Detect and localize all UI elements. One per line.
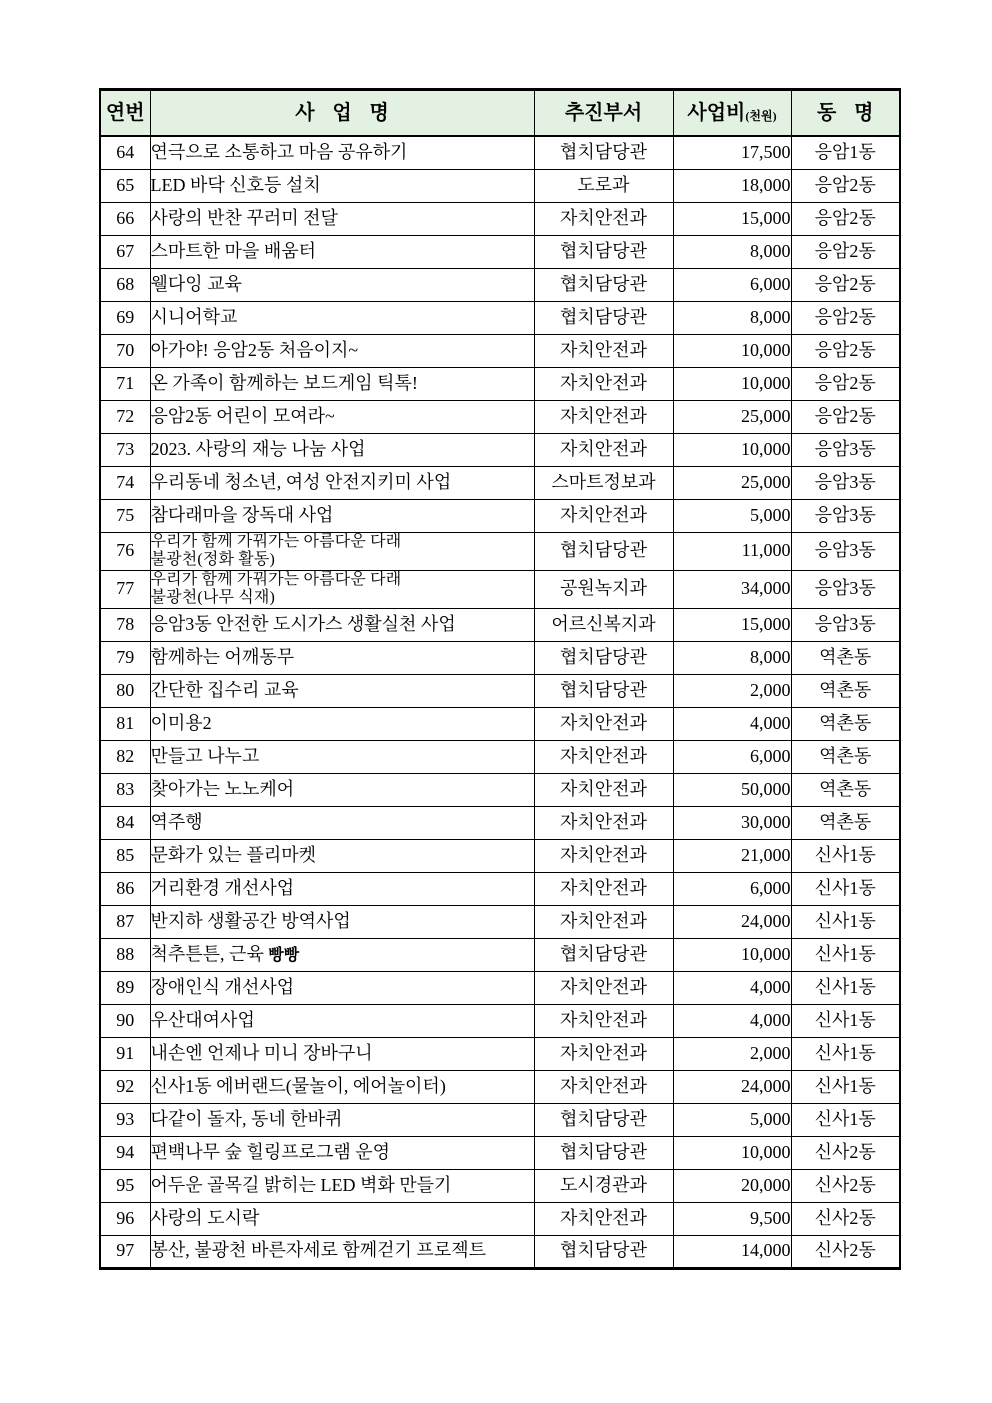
cell-department: 자치안전과	[534, 1202, 673, 1235]
cell-budget-amount: 5,000	[673, 1103, 791, 1136]
cell-budget-amount: 8,000	[673, 301, 791, 334]
cell-budget-amount: 50,000	[673, 773, 791, 806]
cell-project-name-line2: 불광천(정화 활동)	[150, 551, 275, 568]
column-header-budget	[673, 90, 791, 137]
table-row	[100, 641, 900, 674]
cell-project-name: 반지하 생활공간 방역사업	[150, 905, 534, 938]
cell-project-name: 거리환경 개선사업	[150, 872, 534, 905]
cell-department: 협치담당관	[534, 235, 673, 268]
cell-dong: 역촌동	[791, 806, 900, 839]
cell-seq: 72	[100, 400, 150, 433]
cell-budget-amount: 25,000	[673, 466, 791, 499]
cell-department: 자치안전과	[534, 707, 673, 740]
table-row	[100, 169, 900, 202]
cell-project-name: 만들고 나누고	[150, 740, 534, 773]
cell-dong: 신사1동	[791, 1103, 900, 1136]
cell-department: 협치담당관	[534, 674, 673, 707]
cell-seq: 94	[100, 1136, 150, 1169]
table-row	[100, 301, 900, 334]
cell-seq: 97	[100, 1235, 150, 1268]
cell-department: 협치담당관	[534, 268, 673, 301]
cell-department: 자치안전과	[534, 740, 673, 773]
cell-project-name: 편백나무 숲 힐링프로그램 운영	[150, 1136, 534, 1169]
cell-project-name-prefix: 척추튼튼, 근육	[150, 943, 269, 964]
cell-project-name: 응암3동 안전한 도시가스 생활실천 사업	[150, 608, 534, 641]
cell-seq: 79	[100, 641, 150, 674]
cell-department: 자치안전과	[534, 839, 673, 872]
cell-seq: 91	[100, 1037, 150, 1070]
table-row	[100, 872, 900, 905]
column-header-dong-label: 동 명	[817, 102, 880, 124]
cell-budget-amount: 25,000	[673, 400, 791, 433]
cell-dong: 신사1동	[791, 872, 900, 905]
cell-project-name: 문화가 있는 플리마켓	[150, 839, 534, 872]
cell-dong: 신사2동	[791, 1169, 900, 1202]
cell-budget-amount: 6,000	[673, 740, 791, 773]
cell-dong: 응암2동	[791, 400, 900, 433]
cell-dong: 신사2동	[791, 1235, 900, 1268]
cell-department: 공원녹지과	[534, 570, 673, 608]
cell-dong: 역촌동	[791, 740, 900, 773]
column-header-budget-unit: (천원)	[745, 109, 777, 123]
cell-project-name: 2023. 사랑의 재능 나눔 사업	[150, 433, 534, 466]
cell-budget-amount: 10,000	[673, 1136, 791, 1169]
cell-budget-amount: 5,000	[673, 499, 791, 532]
cell-dong: 신사1동	[791, 839, 900, 872]
cell-department: 협치담당관	[534, 641, 673, 674]
table-row	[100, 938, 900, 971]
table-row	[100, 499, 900, 532]
cell-seq: 88	[100, 938, 150, 971]
cell-project-name-line1: 우리가 함께 가꿔가는 아름다운 다래	[150, 533, 402, 551]
cell-budget-amount: 10,000	[673, 367, 791, 400]
cell-dong: 응암2동	[791, 202, 900, 235]
cell-seq: 84	[100, 806, 150, 839]
cell-budget-amount: 10,000	[673, 938, 791, 971]
table-row	[100, 740, 900, 773]
cell-dong: 신사1동	[791, 971, 900, 1004]
cell-project-name: 아가야! 응암2동 처음이지~	[150, 334, 534, 367]
table-header-row	[100, 90, 900, 137]
column-header-budget-label: 사업비	[687, 102, 746, 124]
cell-department: 자치안전과	[534, 806, 673, 839]
cell-department: 자치안전과	[534, 1004, 673, 1037]
cell-department: 협치담당관	[534, 532, 673, 570]
cell-seq: 74	[100, 466, 150, 499]
cell-dong: 응암2동	[791, 235, 900, 268]
cell-seq: 69	[100, 301, 150, 334]
cell-department: 자치안전과	[534, 1070, 673, 1103]
cell-project-name: 우리동네 청소년, 여성 안전지키미 사업	[150, 466, 534, 499]
cell-department: 협치담당관	[534, 1136, 673, 1169]
cell-department: 협치담당관	[534, 136, 673, 169]
cell-project-name: 스마트한 마을 배움터	[150, 235, 534, 268]
cell-seq: 68	[100, 268, 150, 301]
cell-seq: 96	[100, 1202, 150, 1235]
table-row	[100, 1136, 900, 1169]
cell-department: 자치안전과	[534, 1037, 673, 1070]
cell-dong: 신사1동	[791, 1070, 900, 1103]
cell-budget-amount: 10,000	[673, 334, 791, 367]
cell-dong: 응암2동	[791, 268, 900, 301]
table-row	[100, 707, 900, 740]
cell-project-name: 사랑의 반찬 꾸러미 전달	[150, 202, 534, 235]
cell-seq: 86	[100, 872, 150, 905]
cell-department: 협치담당관	[534, 301, 673, 334]
cell-department: 도로과	[534, 169, 673, 202]
cell-budget-amount: 18,000	[673, 169, 791, 202]
cell-project-name: 사랑의 도시락	[150, 1202, 534, 1235]
cell-project-name: 웰다잉 교육	[150, 268, 534, 301]
cell-seq: 80	[100, 674, 150, 707]
cell-project-name: 찾아가는 노노케어	[150, 773, 534, 806]
budget-table-container	[99, 88, 899, 1270]
cell-project-name: 신사1동 에버랜드(물놀이, 에어놀이터)	[150, 1070, 534, 1103]
cell-budget-amount: 20,000	[673, 1169, 791, 1202]
cell-budget-amount: 8,000	[673, 235, 791, 268]
column-header-project-name	[150, 90, 534, 137]
table-row	[100, 1235, 900, 1268]
cell-budget-amount: 14,000	[673, 1235, 791, 1268]
cell-seq: 87	[100, 905, 150, 938]
cell-project-name: 장애인식 개선사업	[150, 971, 534, 1004]
column-header-seq: 연번	[100, 90, 150, 137]
table-row	[100, 367, 900, 400]
cell-department: 도시경관과	[534, 1169, 673, 1202]
table-row	[100, 532, 900, 570]
cell-project-name-emphasis: 빵빵	[268, 946, 300, 964]
cell-budget-amount: 6,000	[673, 872, 791, 905]
cell-seq: 66	[100, 202, 150, 235]
table-row	[100, 570, 900, 608]
cell-department: 자치안전과	[534, 367, 673, 400]
cell-dong: 역촌동	[791, 641, 900, 674]
cell-seq: 70	[100, 334, 150, 367]
cell-budget-amount: 34,000	[673, 570, 791, 608]
cell-project-name: 함께하는 어깨동무	[150, 641, 534, 674]
table-row	[100, 400, 900, 433]
cell-department: 협치담당관	[534, 1235, 673, 1268]
cell-project-name: 응암2동 어린이 모여라~	[150, 400, 534, 433]
cell-department: 자치안전과	[534, 433, 673, 466]
cell-seq: 81	[100, 707, 150, 740]
cell-budget-amount: 2,000	[673, 1037, 791, 1070]
table-row	[100, 1169, 900, 1202]
table-row	[100, 674, 900, 707]
cell-seq: 71	[100, 367, 150, 400]
cell-budget-amount: 4,000	[673, 707, 791, 740]
cell-budget-amount: 8,000	[673, 641, 791, 674]
cell-budget-amount: 30,000	[673, 806, 791, 839]
cell-budget-amount: 10,000	[673, 433, 791, 466]
cell-budget-amount: 2,000	[673, 674, 791, 707]
cell-seq: 67	[100, 235, 150, 268]
cell-dong: 신사1동	[791, 938, 900, 971]
cell-department: 협치담당관	[534, 1103, 673, 1136]
cell-project-name	[150, 938, 534, 971]
cell-seq: 93	[100, 1103, 150, 1136]
table-row	[100, 268, 900, 301]
cell-budget-amount: 24,000	[673, 905, 791, 938]
cell-department: 자치안전과	[534, 905, 673, 938]
cell-budget-amount: 24,000	[673, 1070, 791, 1103]
cell-budget-amount: 17,500	[673, 136, 791, 169]
cell-project-name: 어두운 골목길 밝히는 LED 벽화 만들기	[150, 1169, 534, 1202]
cell-dong: 응암1동	[791, 136, 900, 169]
cell-department: 어르신복지과	[534, 608, 673, 641]
table-row	[100, 1004, 900, 1037]
cell-budget-amount: 11,000	[673, 532, 791, 570]
cell-department: 협치담당관	[534, 938, 673, 971]
cell-seq: 65	[100, 169, 150, 202]
cell-budget-amount: 6,000	[673, 268, 791, 301]
table-row	[100, 971, 900, 1004]
cell-project-name: 봉산, 불광천 바른자세로 함께걷기 프로젝트	[150, 1235, 534, 1268]
table-header	[100, 90, 900, 137]
cell-dong: 역촌동	[791, 707, 900, 740]
cell-seq: 85	[100, 839, 150, 872]
cell-dong: 신사1동	[791, 1004, 900, 1037]
budget-table	[99, 88, 901, 1270]
cell-dong: 응암3동	[791, 608, 900, 641]
cell-dong: 신사2동	[791, 1202, 900, 1235]
cell-dong: 신사1동	[791, 1037, 900, 1070]
cell-budget-amount: 15,000	[673, 608, 791, 641]
cell-dong: 역촌동	[791, 773, 900, 806]
cell-project-name: 시니어학교	[150, 301, 534, 334]
cell-seq: 78	[100, 608, 150, 641]
cell-dong: 응암3동	[791, 570, 900, 608]
cell-seq: 73	[100, 433, 150, 466]
cell-budget-amount: 15,000	[673, 202, 791, 235]
table-row	[100, 466, 900, 499]
cell-dong: 응암2동	[791, 367, 900, 400]
cell-dong: 응암3동	[791, 466, 900, 499]
cell-project-name: 참다래마을 장독대 사업	[150, 499, 534, 532]
cell-project-name	[150, 532, 534, 570]
table-row	[100, 839, 900, 872]
cell-department: 자치안전과	[534, 400, 673, 433]
cell-dong: 응암2동	[791, 169, 900, 202]
cell-dong: 신사1동	[791, 905, 900, 938]
cell-department: 자치안전과	[534, 202, 673, 235]
cell-seq: 82	[100, 740, 150, 773]
table-row	[100, 1070, 900, 1103]
cell-seq: 92	[100, 1070, 150, 1103]
cell-seq: 83	[100, 773, 150, 806]
cell-budget-amount: 21,000	[673, 839, 791, 872]
cell-project-name: 온 가족이 함께하는 보드게임 틱톡!	[150, 367, 534, 400]
cell-department: 자치안전과	[534, 773, 673, 806]
column-header-department: 추진부서	[534, 90, 673, 137]
cell-project-name: 내손엔 언제나 미니 장바구니	[150, 1037, 534, 1070]
table-row	[100, 773, 900, 806]
table-row	[100, 608, 900, 641]
column-header-project-name-label: 사 업 명	[295, 102, 396, 124]
cell-seq: 77	[100, 570, 150, 608]
cell-seq: 76	[100, 532, 150, 570]
cell-project-name: 간단한 집수리 교육	[150, 674, 534, 707]
cell-department: 자치안전과	[534, 334, 673, 367]
cell-project-name: 이미용2	[150, 707, 534, 740]
cell-department: 자치안전과	[534, 971, 673, 1004]
table-row	[100, 1103, 900, 1136]
cell-seq: 89	[100, 971, 150, 1004]
cell-department: 자치안전과	[534, 872, 673, 905]
table-row	[100, 1037, 900, 1070]
table-row	[100, 202, 900, 235]
cell-project-name-line1: 우리가 함께 가꿔가는 아름다운 다래	[150, 571, 402, 589]
cell-seq: 64	[100, 136, 150, 169]
cell-project-name: 연극으로 소통하고 마음 공유하기	[150, 136, 534, 169]
cell-project-name-line2: 불광천(나무 식재)	[150, 589, 275, 606]
cell-project-name: 우산대여사업	[150, 1004, 534, 1037]
cell-dong: 응암3동	[791, 433, 900, 466]
table-row	[100, 905, 900, 938]
table-row	[100, 235, 900, 268]
cell-budget-amount: 4,000	[673, 971, 791, 1004]
cell-dong: 응암3동	[791, 499, 900, 532]
cell-budget-amount: 4,000	[673, 1004, 791, 1037]
cell-dong: 응암2동	[791, 301, 900, 334]
cell-dong: 역촌동	[791, 674, 900, 707]
cell-project-name: LED 바닥 신호등 설치	[150, 169, 534, 202]
table-body	[100, 136, 900, 1268]
table-row	[100, 136, 900, 169]
cell-department: 자치안전과	[534, 499, 673, 532]
cell-budget-amount: 9,500	[673, 1202, 791, 1235]
cell-project-name	[150, 570, 534, 608]
column-header-dong	[791, 90, 900, 137]
table-row	[100, 433, 900, 466]
cell-seq: 95	[100, 1169, 150, 1202]
cell-dong: 신사2동	[791, 1136, 900, 1169]
table-row	[100, 1202, 900, 1235]
cell-department: 스마트정보과	[534, 466, 673, 499]
cell-dong: 응암2동	[791, 334, 900, 367]
cell-seq: 75	[100, 499, 150, 532]
cell-seq: 90	[100, 1004, 150, 1037]
cell-project-name: 역주행	[150, 806, 534, 839]
table-row	[100, 806, 900, 839]
cell-dong: 응암3동	[791, 532, 900, 570]
table-row	[100, 334, 900, 367]
cell-project-name: 다같이 돌자, 동네 한바퀴	[150, 1103, 534, 1136]
